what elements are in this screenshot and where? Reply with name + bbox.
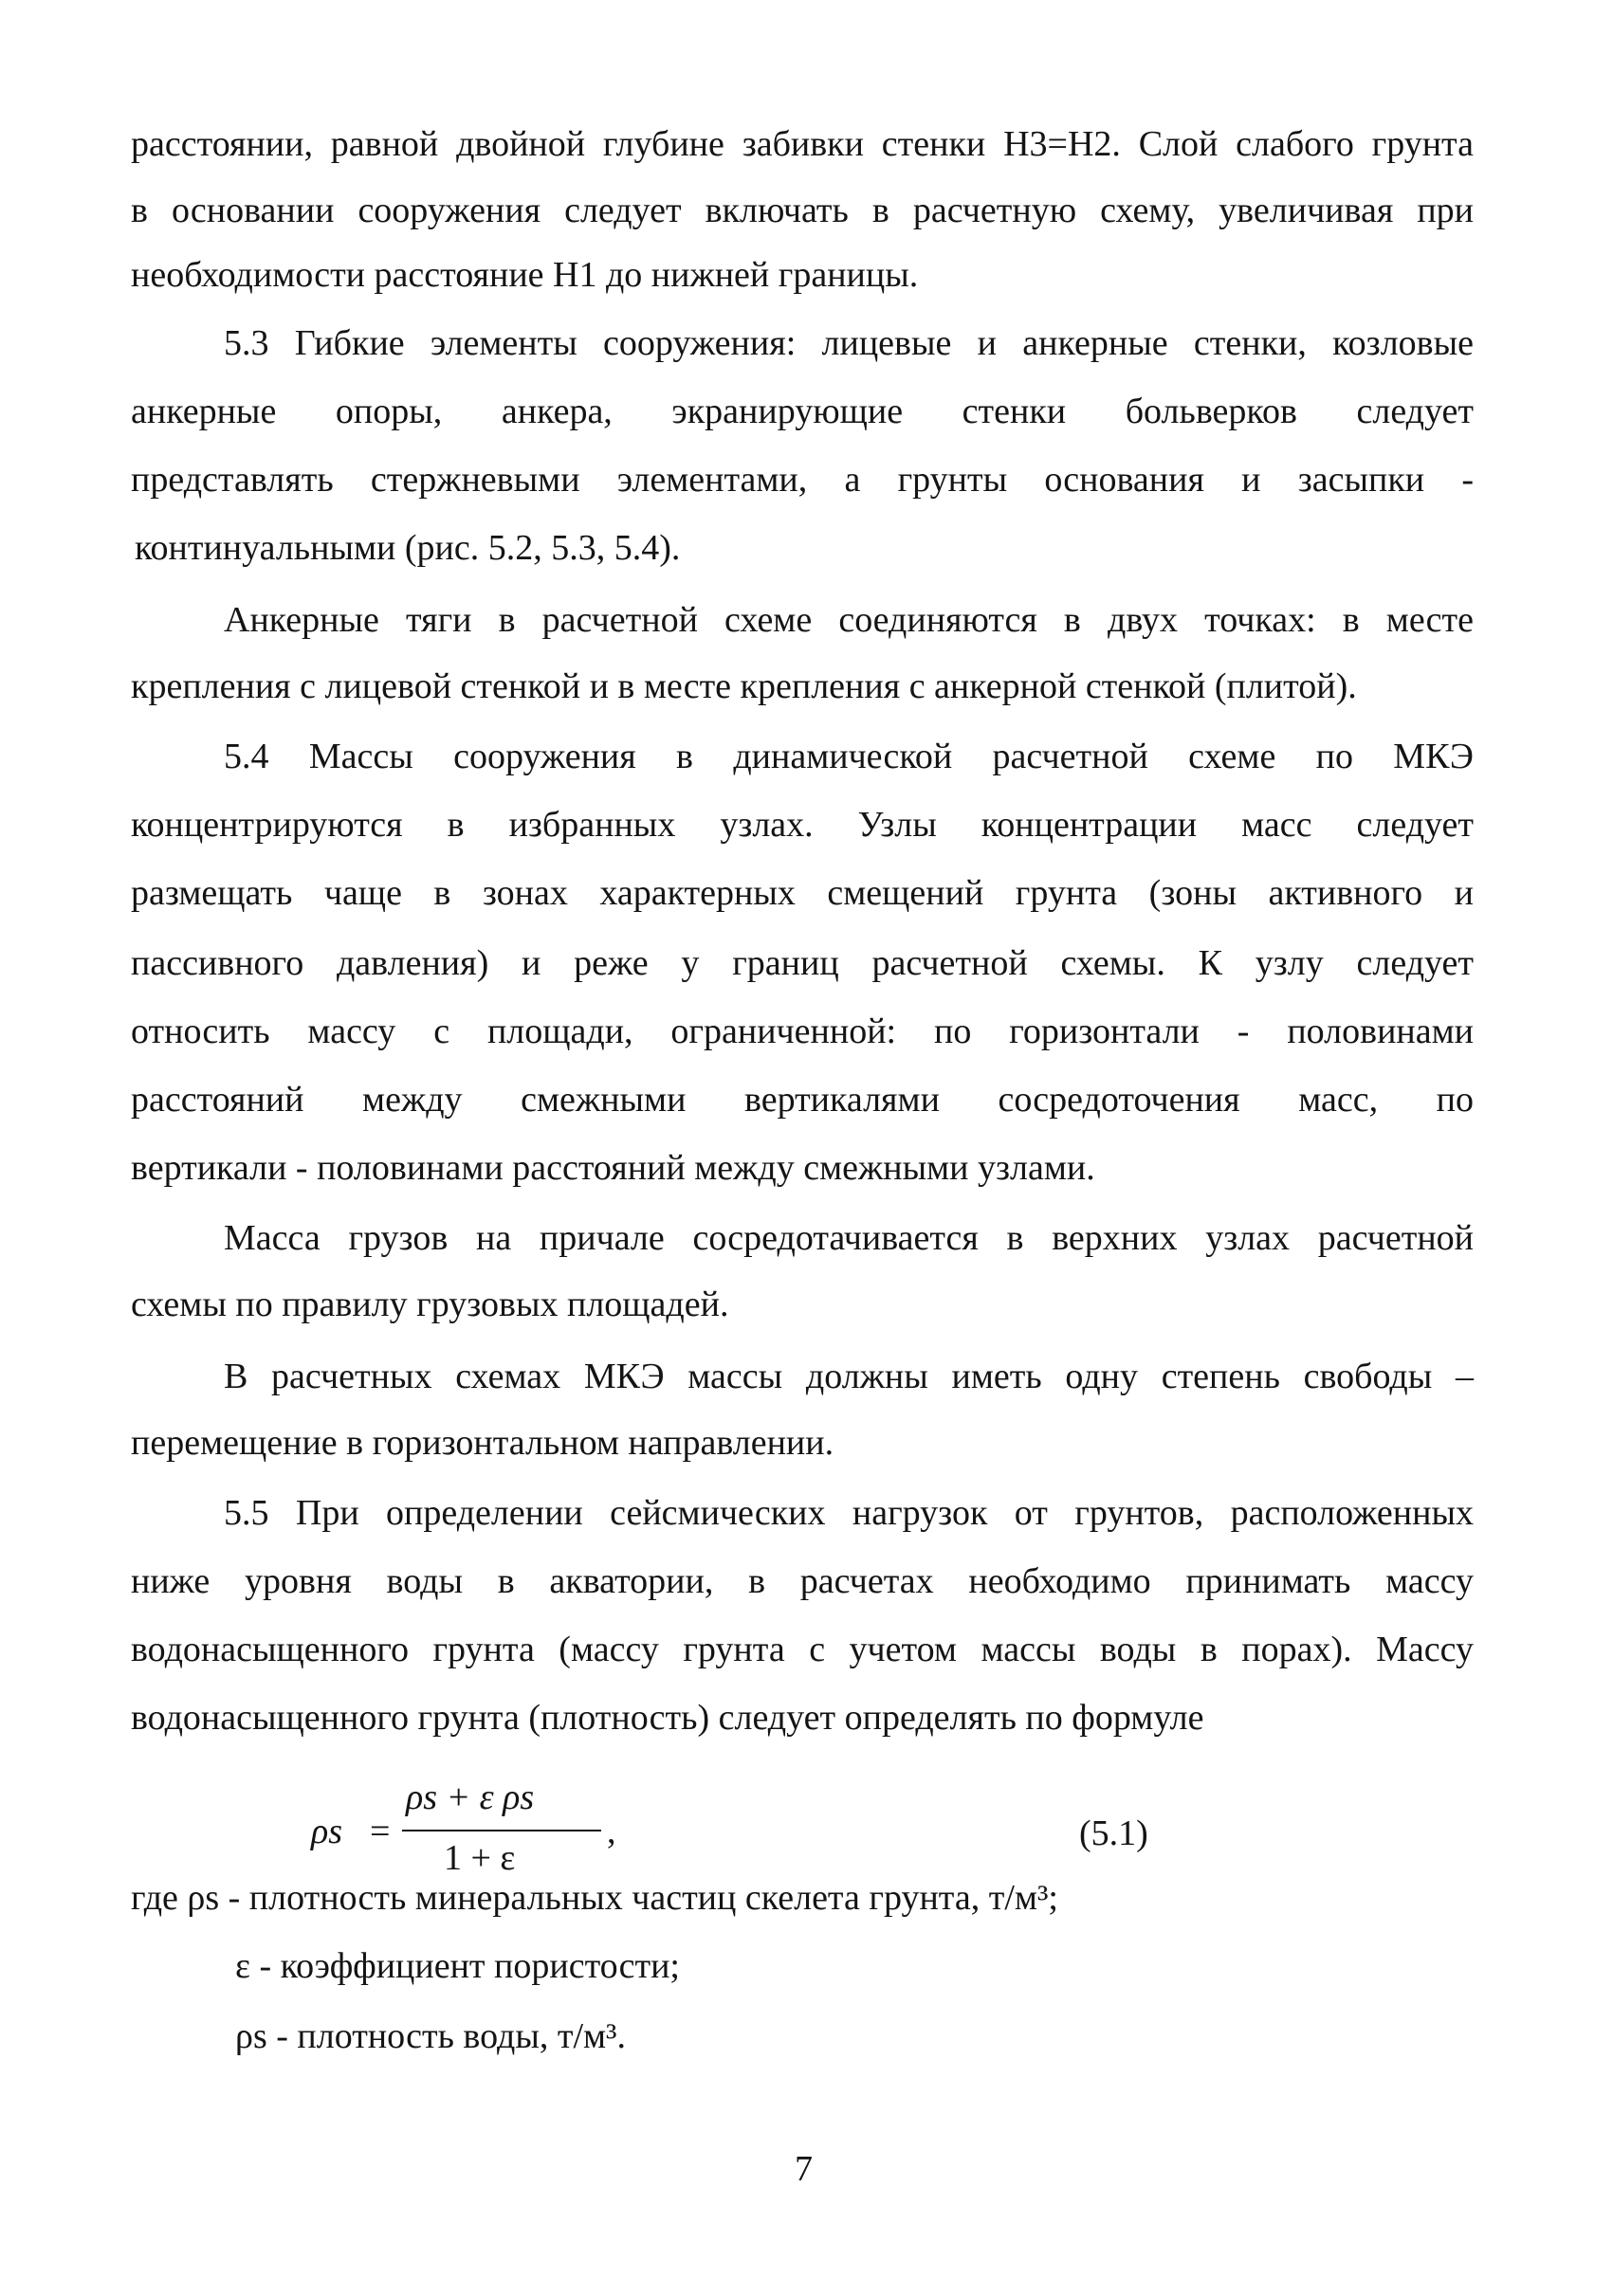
text-line: крепления с лицевой стенкой и в месте крепления с анкерной стенкой (плитой). <box>131 666 1357 706</box>
text-line: перемещение в горизонтальном направлении. <box>131 1423 834 1463</box>
equation-number: (5.1) <box>1079 1813 1148 1853</box>
text-line: относить массу с площади, ограниченной: по горизонтали - половинами <box>131 1011 1474 1051</box>
definition-line: ε - коэффициент пористости; <box>235 1946 680 1986</box>
definition-line: где ρs - плотность минеральных частиц скелета грунта, т/м³; <box>131 1878 1058 1918</box>
text-line: концентрируются в избранных узлах. Узлы концентрации масс следует <box>131 805 1474 845</box>
paragraph-first-line: Масса грузов на причале сосредотачивается в верхних узлах расчетной <box>224 1218 1474 1258</box>
text-line: водонасыщенного грунта (массу грунта с учетом массы воды в порах). Массу <box>131 1630 1474 1669</box>
definition-line: ρs - плотность воды, т/м³. <box>235 2016 626 2056</box>
text-line: размещать чаще в зонах характерных смещений грунта (зоны активного и <box>131 873 1474 913</box>
text-line: континуальными (рис. 5.2, 5.3, 5.4). <box>135 528 681 568</box>
text-line: схемы по правилу грузовых площадей. <box>131 1285 729 1324</box>
formula-denominator: 1 + ε <box>444 1838 516 1878</box>
text-line: представлять стержневыми элементами, а грунты основания и засыпки - <box>131 460 1474 500</box>
paragraph-first-line: Анкерные тяги в расчетной схеме соединяются в двух точках: в месте <box>224 600 1474 640</box>
text-line: в основании сооружения следует включать в расчетную схему, увеличивая при <box>131 191 1474 230</box>
formula-5-1 <box>311 1773 633 1886</box>
text-line: водонасыщенного грунта (плотность) следует определять по формуле <box>131 1698 1204 1738</box>
paragraph-first-line: В расчетных схемах МКЭ массы должны иметь одну степень свободы – <box>224 1357 1474 1396</box>
text-line: необходимости расстояние H1 до нижней границы. <box>131 255 919 295</box>
text-line: пассивного давления) и реже у границ расчетной схемы. К узлу следует <box>131 943 1474 983</box>
formula-comma: , <box>607 1812 616 1851</box>
text-line: анкерные опоры, анкера, экранирующие стенки больверков следует <box>131 392 1474 431</box>
formula-lhs: ρs <box>311 1812 343 1851</box>
paragraph-5-5-first-line: 5.5 При определении сейсмических нагрузок от грунтов, расположенных <box>224 1493 1474 1533</box>
text-line: расстоянии, равной двойной глубине забивки стенки H3=H2. Слой слабого грунта <box>131 124 1474 164</box>
text-line: расстояний между смежными вертикалями сосредоточения масс, по <box>131 1080 1474 1120</box>
text-line: вертикали - половинами расстояний между смежными узлами. <box>131 1148 1095 1188</box>
formula-numerator: ρs + ε ρs <box>406 1777 535 1817</box>
paragraph-5-3-first-line: 5.3 Гибкие элементы сооружения: лицевые и анкерные стенки, козловые <box>224 323 1474 363</box>
paragraph-5-4-first-line: 5.4 Массы сооружения в динамической расчетной схеме по МКЭ <box>224 737 1474 776</box>
text-line: ниже уровня воды в акватории, в расчетах необходимо принимать массу <box>131 1561 1474 1601</box>
fraction-bar <box>402 1830 601 1831</box>
formula-equals: = <box>370 1812 391 1851</box>
page-number: 7 <box>795 2149 813 2189</box>
